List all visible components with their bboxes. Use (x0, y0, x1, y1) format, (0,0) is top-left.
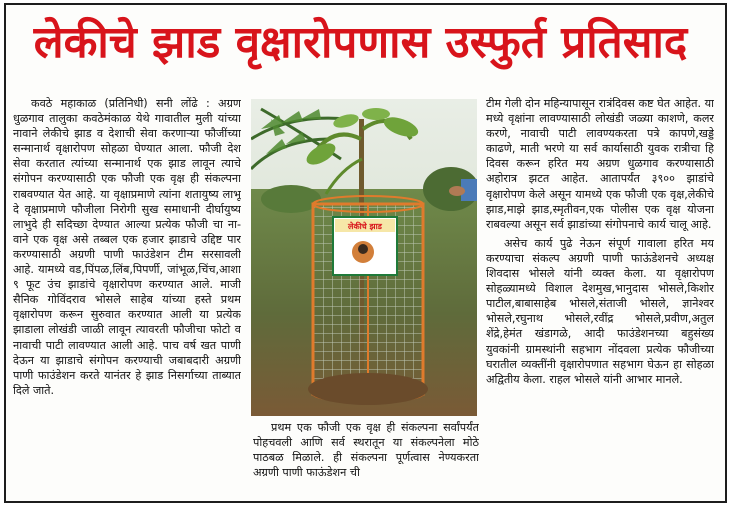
article-paragraph: कवठे महाकाळ (प्रतिनिधी) सनी लोंढे : अग्रण धुळगाव तालुका कवठेमंकाळ येथे गावातील मुली यांच्या नावाने लेकीचे झाड व देशाची सेवा करणाऱ्या फौजींच्या सन्मानार्थ वृक्षारोपण सोहळा घेण्यात आला. फौजी देश सेवा करतात त्यांच्या सन्मानार्थ एक झाड लावून त्याचे संगोपन करण्यासाठी एक फौजी एक वृक्ष ही संकल्पना राबवण्यात येत आहे. या वृक्षाप्रमाणे त्यांना शतायुष्य लाभू दे वृक्षाप्रमाणे फौजीला निरोगी सुख समाधानी दीर्घायुष्य लाभुदे ही सदिच्छा देण्यात आल्या प्रत्येक फौजी चा ना- वाने एक वृक्ष असे तब्बल एक हजार झाडाचे उद्दिष्ट पार करण्यासाठी अग्रणी पाणी फाउंडेशन टीम सरसावली आहे. यामध्ये वड,पिंपळ,लिंब,पिपर्णी, जांभूळ,चिंच,आशा ९ फूट उंच झाडांचे वृक्षारोपण करण्यात आले. माजी सैनिक गोविंदराव भोसले साहेब यांच्या हस्ते प्रथम वृक्षारोपण करून सुरुवात करण्यात आली या प्रत्येक झाडाला लोखंडी जाळी लावून त्यावरती फौजीचा फोटो व नावाची पाटी लावण्यात आली आहे. पाच वर्ष खत पाणी देऊन या झाडाचे संगोपन करण्याची जबाबदारी अग्रणी पाणी फाउंडेशन करते यानंतर हे झाड निसर्गाच्या ताब्यात दिले जाते. (13, 97, 241, 397)
tree-plantation-photo (251, 99, 477, 416)
sign-label: लेकीचे झाड (348, 222, 382, 231)
person-hand (449, 186, 465, 196)
headline: लेकीचे झाड वृक्षारोपणास उस्फुर्त प्रतिसाद (33, 17, 688, 68)
soil-mound (308, 373, 428, 405)
article-column-right (486, 96, 714, 494)
photo-caption-paragraph (253, 420, 479, 496)
article-paragraph: असेच कार्य पुढे नेऊन संपूर्ण गावाला हरित मय करण्याचा संकल्प अग्रणी पाणी फाऊंडेशनचे अध्यक्ष शिवदास भोसले यांनी व्यक्त केला. या वृक्षारोपण सोहळ्यामध्ये विशाल देशमुख,भानुदास भोसले,किशोर पाटील,बाबासाहेब भोसले,संताजी भोसले, ज्ञानेश्वर भोसले,रघुनाथ भोसले,रवींद्र भोसले,प्रवीण,अतुल शेंद्रे,हेमंत खंडागळे, आदी फाउंडेशनच्या बहुसंख्य युवकांनी ग्रामस्थांनी सहभाग नोंदवला प्रत्येक फौजीच्या घरातील व्यक्तींनी वृक्षारोपणात सहभाग घेऊन हा सोहळा अद्वितीय केला. राहल भोसले यांनी आभार मानले. (486, 236, 714, 386)
article-column-left (13, 96, 241, 494)
article-paragraph: टीम गेली दोन महिन्यापासून रात्रंदिवस कष्ट घेत आहेत. या मध्ये वृक्षांना लावण्यासाठी लोखंडी जळ्या काशणे, कलर करणे, नावाची पाटी लावण्यकरता पत्रे कापणे,खड्डे काढणे, माती भरणे या सर्व कार्यासाठी युवक रात्रीचा हि दिवस करून हरित मय अग्रण धुळगाव करण्यासाठी अहोरात्र झटत आहेत. आतापर्यंत ३९०० झाडांचे वृक्षारोपण केले असून यामध्ये एक फौजी एक वृक्ष,लेकीचे झाड,माझे झाड,स्मृतीवन,एक पोलीस एक वृक्ष योजना राबवल्या असून सर्व झाडांच्या संगोपनाचे कार्य चालू आहे. (486, 97, 714, 231)
caption-text: प्रथम एक फौजी एक वृक्ष ही संकल्पना सर्वांपर्यंत पोहचवली आणि सर्व स्थरातून या संकल्पनेला मोठे पाठबळ मिळाले. ही संकल्पना पूर्णत्वास नेण्यकरता अग्रणी पाणी फाऊंडेशन ची (253, 421, 479, 480)
